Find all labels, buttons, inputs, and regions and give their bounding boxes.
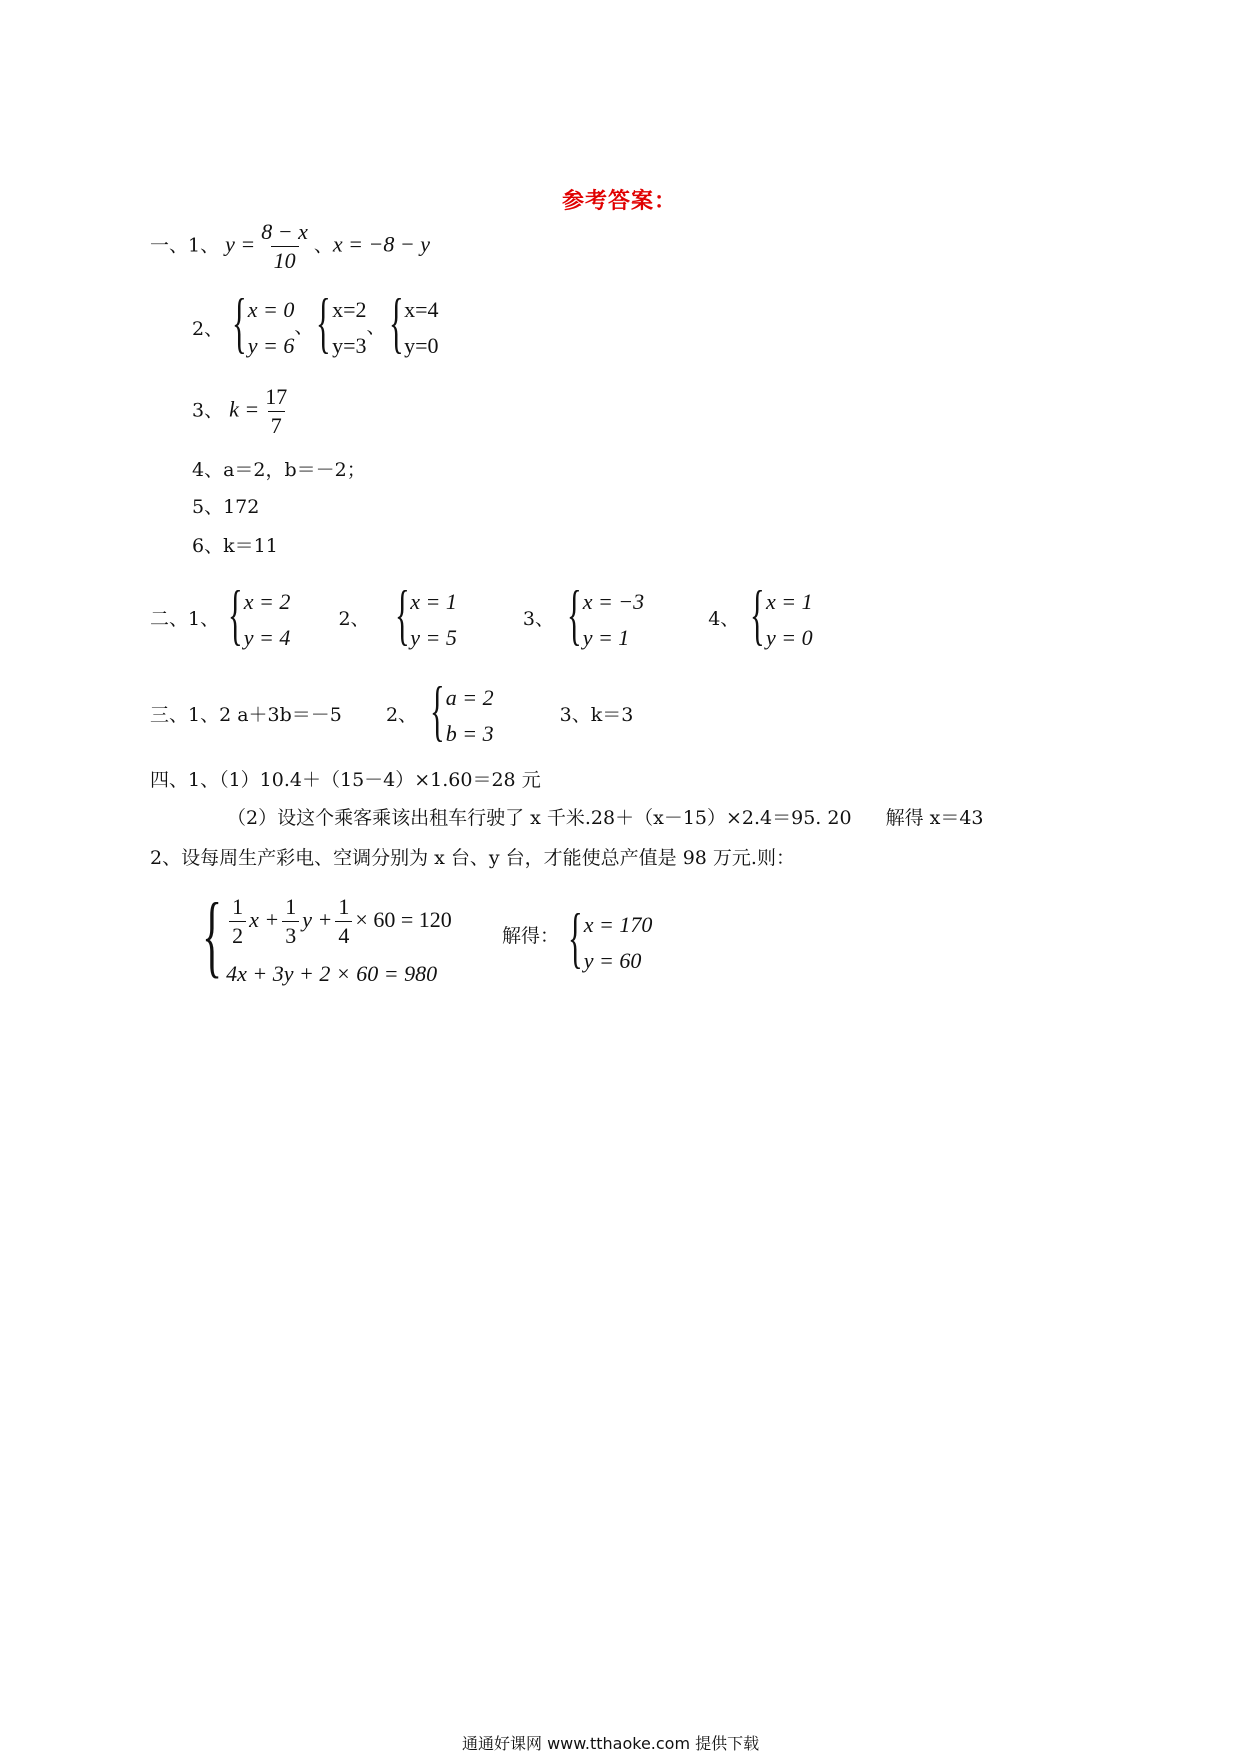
item-label: 3、 [192, 399, 224, 422]
page-title: 参考答案： [562, 189, 678, 214]
solution-system: { x = −3 y = 1 [567, 576, 645, 652]
item-label: 2、 [338, 608, 370, 630]
section-4-line-1: 四、1、（1）10.4＋（15－4）×1.60＝28 元 [150, 769, 541, 791]
item-label: 3、 [522, 608, 554, 630]
solution-system: { a = 2 b = 3 [430, 672, 494, 748]
section-1-item-3: 3、 k = $\frac{17}{7}$ [192, 385, 293, 438]
solution-system: { x = 2 y = 4 [228, 576, 291, 652]
section-1-label: 一、1、 [150, 234, 220, 257]
item-label: 2、 [192, 318, 224, 340]
section-1-item-2: 2、 { x = 0 y = 6 、 { x=2 y=3 、 { x=4 y=0 [192, 292, 439, 364]
solution-system-3: { x=4 y=0 [388, 284, 439, 360]
section-3 [150, 672, 634, 752]
equation-1: $\frac{1}{2}$ x + $\frac{1}{3}$ y + $\frac{1}{4}$ × 60 = 120 [226, 895, 452, 949]
section-3-item-1: 三、1、2 a＋3b＝－5 [150, 704, 342, 726]
solution-block [502, 899, 653, 979]
solution-system-2: { x=2 y=3 [316, 284, 367, 360]
section-2 [150, 576, 813, 656]
section-3-item-3: 3、k＝3 [559, 704, 634, 726]
fraction-17-over-7: $\frac{17}{7}$ [265, 384, 288, 439]
solve-label: 解得： [502, 925, 560, 947]
section-2-label: 二、1、 [150, 608, 220, 630]
section-4-line-3: 2、设每周生产彩电、空调分别为 x 台、y 台，才能使总产值是 98 万元.则： [150, 847, 795, 869]
item-label: 2、 [385, 704, 418, 726]
section-1-item-5: 5、172 [192, 496, 260, 518]
section-1-item-1: 一、1、 y = $\frac{8 - x}{10}$ 、x = −8 − y [150, 219, 430, 274]
section-1-item-4: 4、a＝2，b＝－2； [192, 459, 366, 481]
equation-2: 4x + 3y + 2 × 60 = 980 [226, 960, 438, 986]
page-footer: 通通好课网 www.tthaoke.com 提供下载 [462, 1734, 760, 1753]
equation-system: { $\frac{1}{2}$ x + $\frac{1}{3}$ y + $\frac{1}{4}$ × 60 = 120 4x + 3y + 2 × 60 = 980 [196, 895, 452, 999]
eq-x-tail: x = −8 − y [332, 231, 430, 257]
item-label: 4、 [708, 608, 740, 630]
solution-system: { x = 1 y = 5 [394, 576, 457, 652]
solution-system: { x = 1 y = 0 [750, 576, 813, 652]
solution-system-1: { x = 0 y = 6 [232, 284, 295, 360]
section-1-item-6: 6、k＝11 [192, 535, 278, 557]
fraction-8-x-over-10: $\frac{8 - x}{10}$ [261, 219, 308, 274]
final-solution-system: { x = 170 y = 60 [568, 899, 653, 975]
section-4-line-2: （2）设这个乘客乘该出租车行驶了 x 千米.28＋（x－15）×2.4＝95. 20 解得 x＝43 [227, 807, 984, 829]
eq-y-prefix: y = [225, 231, 256, 257]
result-text: 解得 x＝43 [885, 807, 984, 829]
